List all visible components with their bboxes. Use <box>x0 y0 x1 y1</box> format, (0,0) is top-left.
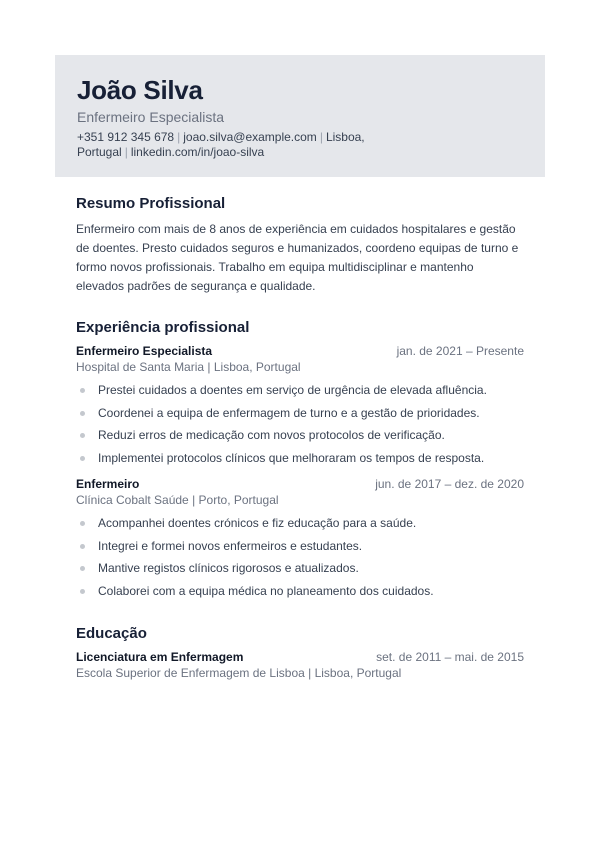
bullet-dot-icon <box>80 456 85 461</box>
bullet-dot-icon <box>80 433 85 438</box>
bullet-text: Acompanhei doentes crónicos e fiz educação para a saúde. <box>98 516 417 530</box>
bullet-text: Coordenei a equipa de enfermagem de turno e a gestão de prioridades. <box>98 405 480 420</box>
bullet-item <box>76 557 524 580</box>
bullet-dot-icon <box>80 544 85 549</box>
bullet-text: Reduzi erros de medicação com novos protocolos de verificação. <box>98 428 445 442</box>
job-bullets <box>76 379 524 469</box>
summary-section <box>76 194 524 296</box>
job-organization: Clínica Cobalt Saúde | Porto, Portugal <box>76 493 279 507</box>
job-title: Enfermeiro Especialista <box>76 344 213 358</box>
contact-separator: | <box>319 130 323 144</box>
job-dates: jun. de 2017 – dez. de 2020 <box>375 477 524 491</box>
job-bullets <box>76 512 524 602</box>
contact-separator: | <box>124 145 128 159</box>
contact-email: joao.silva@example.com <box>183 130 317 144</box>
resume-body <box>76 194 524 703</box>
job-entry <box>76 344 524 469</box>
bullet-text: Mantive registos clínicos rigorosos e atualizados. <box>98 561 359 575</box>
job-title: Enfermeiro <box>76 477 140 491</box>
education-section <box>76 624 524 681</box>
job-organization: Hospital de Santa Maria | Lisboa, Portugal <box>76 360 301 374</box>
experience-section <box>76 318 524 602</box>
summary-text: Enfermeiro com mais de 8 anos de experiência em cuidados hospitalares e gestão de doentes. Presto cuidados seguros e humanizados, coordeno equipas de turno e formo novos profissionais. Trabalho em equipa multidisciplinar e mantenho elevados padrões de segurança e qualidade. <box>76 222 519 293</box>
bullet-item <box>76 535 524 558</box>
job-dates: jan. de 2021 – Presente <box>396 344 524 358</box>
bullet-dot-icon <box>80 566 85 571</box>
job-header <box>76 477 524 492</box>
education-heading: Educação <box>76 625 147 642</box>
contact-line <box>77 130 525 160</box>
education-entry <box>76 650 524 681</box>
bullet-dot-icon <box>80 521 85 526</box>
bullet-text: Implementei protocolos clínicos que melhoraram os tempos de resposta. <box>98 450 485 465</box>
bullet-item <box>76 580 524 603</box>
degree-title: Licenciatura em Enfermagem <box>76 650 244 664</box>
education-header <box>76 650 524 665</box>
contact-phone: +351 912 345 678 <box>77 130 175 144</box>
resume-header <box>55 55 545 177</box>
bullet-item <box>76 512 524 535</box>
bullet-dot-icon <box>80 388 85 393</box>
experience-heading: Experiência profissional <box>76 319 250 336</box>
bullet-item <box>76 447 524 470</box>
contact-location: Lisboa, Portugal <box>77 130 365 159</box>
bullet-text: Prestei cuidados a doentes em serviço de urgência de elevada afluência. <box>98 383 487 397</box>
bullet-item <box>76 424 524 447</box>
candidate-name: João Silva <box>77 75 203 105</box>
summary-heading: Resumo Profissional <box>76 195 226 212</box>
job-header <box>76 344 524 359</box>
bullet-text: Integrei e formei novos enfermeiros e estudantes. <box>98 538 363 553</box>
job-entry <box>76 477 524 602</box>
contact-separator: | <box>177 130 181 144</box>
education-institution: Escola Superior de Enfermagem de Lisboa | Lisboa, Portugal <box>76 666 402 680</box>
bullet-dot-icon <box>80 411 85 416</box>
bullet-item <box>76 379 524 402</box>
education-dates: set. de 2011 – mai. de 2015 <box>376 650 524 664</box>
contact-linkedin: linkedin.com/in/joao-silva <box>130 145 265 159</box>
bullet-item <box>76 402 524 425</box>
bullet-dot-icon <box>80 589 85 594</box>
candidate-title: Enfermeiro Especialista <box>77 109 225 125</box>
bullet-text: Colaborei com a equipa médica no planeamento dos cuidados. <box>98 583 434 598</box>
